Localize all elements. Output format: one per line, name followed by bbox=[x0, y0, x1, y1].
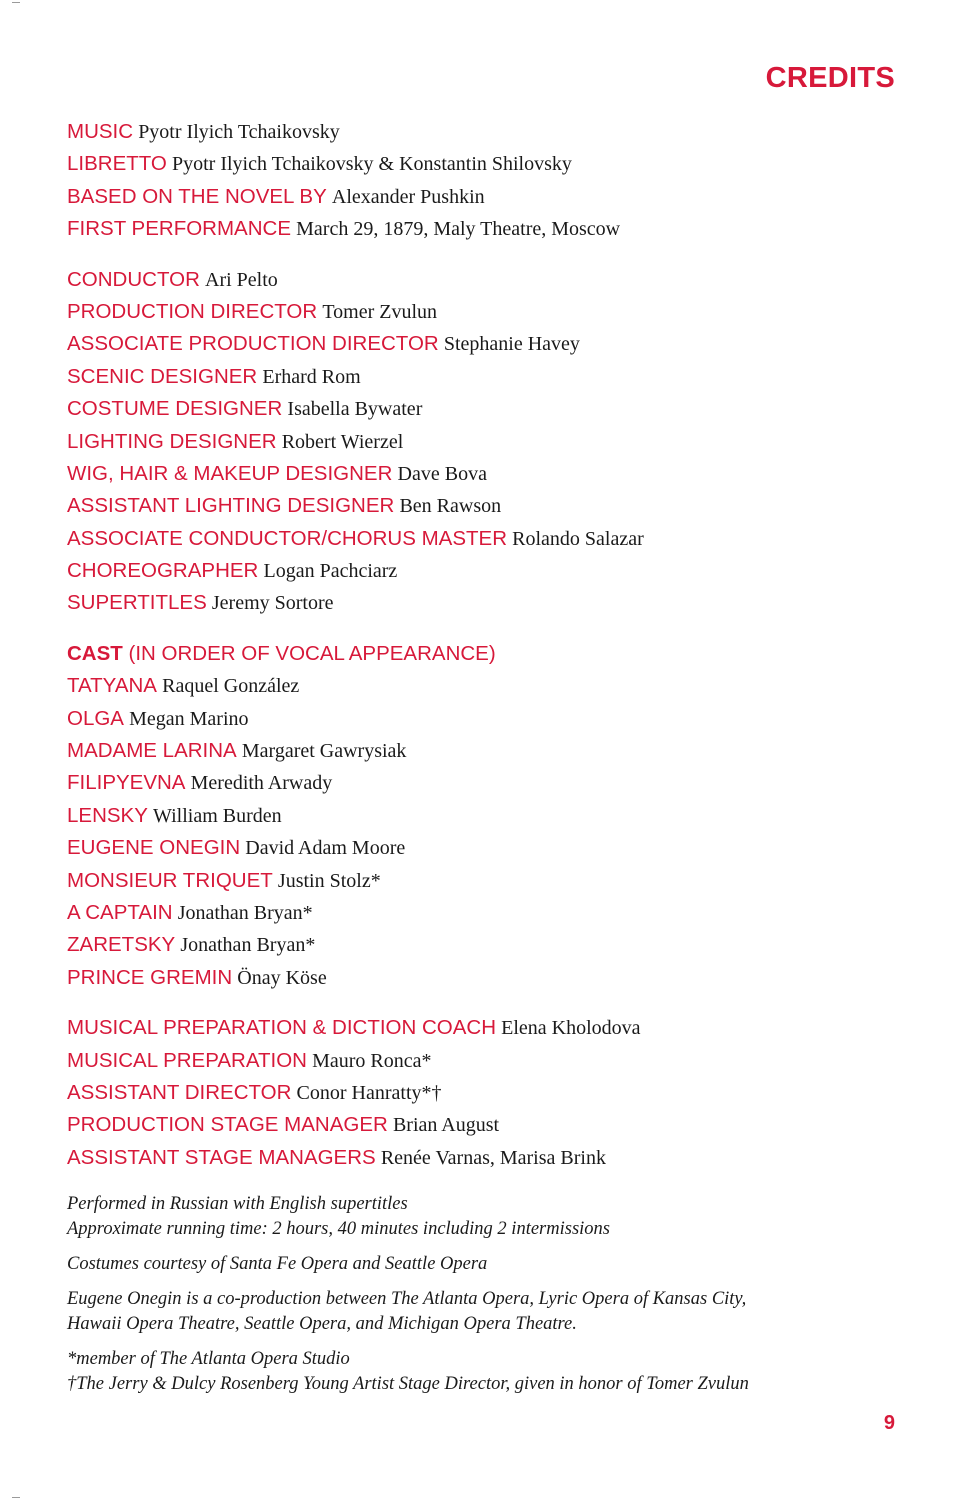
credit-row bbox=[67, 1045, 927, 1077]
note-paragraph bbox=[67, 1347, 927, 1397]
crop-mark-bottom bbox=[12, 1497, 20, 1498]
credit-row bbox=[67, 426, 927, 458]
credit-name: March 29, 1879, Maly Theatre, Moscow bbox=[296, 218, 621, 241]
note-line: *member of The Atlanta Opera Studio bbox=[67, 1349, 350, 1370]
credit-name: Conor Hanratty*† bbox=[296, 1081, 442, 1104]
credit-name: Dave Bova bbox=[397, 462, 487, 485]
note-paragraph bbox=[67, 1252, 927, 1277]
note-line: Performed in Russian with English supertitles bbox=[67, 1194, 408, 1215]
credit-name: Justin Stolz* bbox=[277, 869, 381, 892]
credit-row bbox=[67, 148, 927, 180]
credit-name: Jeremy Sortore bbox=[211, 592, 334, 615]
credit-row bbox=[67, 929, 927, 961]
credit-row bbox=[67, 1077, 927, 1109]
credit-name: Pyotr Ilyich Tchaikovsky & Konstantin Shilovsky bbox=[172, 153, 572, 176]
credit-role: PRODUCTION DIRECTOR bbox=[67, 299, 318, 323]
note-line: Hawaii Opera Theatre, Seattle Opera, and Michigan Opera Theatre. bbox=[67, 1314, 577, 1335]
credit-name: Ben Rawson bbox=[399, 495, 502, 518]
credit-role: COSTUME DESIGNER bbox=[67, 397, 283, 421]
crop-mark-top bbox=[12, 2, 20, 3]
credit-role: CONDUCTOR bbox=[67, 267, 200, 291]
credit-name: Elena Kholodova bbox=[501, 1017, 641, 1040]
credit-name: Jonathan Bryan* bbox=[177, 901, 313, 924]
credit-row bbox=[67, 523, 927, 555]
credit-row bbox=[67, 490, 927, 522]
credit-role: EUGENE ONEGIN bbox=[67, 836, 241, 860]
credit-row bbox=[67, 897, 927, 929]
credit-role: LIBRETTO bbox=[67, 152, 167, 176]
credit-row bbox=[67, 555, 927, 587]
credit-role: MUSIC bbox=[67, 120, 134, 143]
page-title: CREDITS bbox=[765, 62, 895, 94]
credit-name: Mauro Ronca* bbox=[312, 1049, 432, 1072]
credit-row bbox=[67, 1142, 927, 1174]
credit-name: David Adam Moore bbox=[245, 837, 406, 860]
credit-row bbox=[67, 962, 927, 994]
cast-subheading: (IN ORDER OF VOCAL APPEARANCE) bbox=[122, 641, 496, 665]
credit-row bbox=[67, 832, 927, 864]
credit-name: Rolando Salazar bbox=[512, 527, 644, 550]
credit-role: SUPERTITLES bbox=[67, 591, 207, 615]
credit-row bbox=[67, 116, 927, 148]
credit-name: Pyotr Ilyich Tchaikovsky bbox=[138, 121, 340, 143]
credit-role: LIGHTING DESIGNER bbox=[67, 429, 277, 453]
credit-group bbox=[67, 116, 927, 246]
note-paragraph bbox=[67, 1192, 927, 1242]
credit-name: Isabella Bywater bbox=[287, 398, 423, 421]
credit-name: Raquel González bbox=[162, 675, 300, 698]
credit-row bbox=[67, 361, 927, 393]
credit-row bbox=[67, 181, 927, 213]
credit-role: ASSISTANT STAGE MANAGERS bbox=[67, 1145, 376, 1169]
credit-role: CHOREOGRAPHER bbox=[67, 559, 259, 583]
cast-heading: CAST bbox=[67, 641, 123, 665]
credit-row bbox=[67, 458, 927, 490]
credit-row bbox=[67, 1012, 927, 1044]
credit-name: Robert Wierzel bbox=[281, 430, 404, 453]
credit-row bbox=[67, 735, 927, 767]
note-line: Eugene Onegin is a co-production between The Atlanta Opera, Lyric Opera of Kansas City, bbox=[67, 1289, 747, 1310]
credit-row bbox=[67, 1109, 927, 1141]
credit-role: PRODUCTION STAGE MANAGER bbox=[67, 1113, 388, 1137]
credit-name: Erhard Rom bbox=[262, 365, 361, 388]
credit-role: PRINCE GREMIN bbox=[67, 965, 233, 989]
credit-role: MADAME LARINA bbox=[67, 739, 237, 763]
credit-role: BASED ON THE NOVEL BY bbox=[67, 184, 327, 208]
credit-name: Alexander Pushkin bbox=[331, 185, 485, 208]
credit-row bbox=[67, 296, 927, 328]
credit-name: Meredith Arwady bbox=[190, 772, 333, 795]
credit-groups bbox=[67, 116, 927, 620]
credit-row bbox=[67, 670, 927, 702]
notes-section bbox=[67, 1192, 927, 1397]
credit-role: OLGA bbox=[67, 706, 124, 730]
credit-row bbox=[67, 767, 927, 799]
credit-role: MONSIEUR TRIQUET bbox=[67, 868, 273, 892]
credit-name: William Burden bbox=[153, 804, 282, 827]
credit-row bbox=[67, 865, 927, 897]
note-line: Approximate running time: 2 hours, 40 minutes including 2 intermissions bbox=[67, 1219, 610, 1240]
credit-role: LENSKY bbox=[67, 803, 148, 827]
credit-role: MUSICAL PREPARATION bbox=[67, 1048, 307, 1072]
credit-role: ASSISTANT DIRECTOR bbox=[67, 1080, 292, 1104]
credit-name: Tomer Zvulun bbox=[322, 300, 437, 323]
credit-name: Megan Marino bbox=[129, 707, 249, 730]
staff-section bbox=[67, 1012, 927, 1174]
credit-role: ASSISTANT LIGHTING DESIGNER bbox=[67, 494, 395, 518]
credit-role: SCENIC DESIGNER bbox=[67, 364, 258, 388]
credits-list bbox=[67, 116, 927, 1407]
credit-role: FIRST PERFORMANCE bbox=[67, 217, 291, 241]
credit-name: Margaret Gawrysiak bbox=[241, 740, 407, 763]
credit-name: Jonathan Bryan* bbox=[180, 934, 316, 957]
credit-role: WIG, HAIR & MAKEUP DESIGNER bbox=[67, 461, 393, 485]
credit-role: ZARETSKY bbox=[67, 933, 176, 957]
credit-role: A CAPTAIN bbox=[67, 900, 173, 924]
note-line: Costumes courtesy of Santa Fe Opera and Seattle Opera bbox=[67, 1254, 488, 1275]
credit-name: Stephanie Havey bbox=[443, 333, 580, 356]
note-line: †The Jerry & Dulcy Rosenberg Young Artist Stage Director, given in honor of Tomer Zvulun bbox=[67, 1374, 749, 1395]
credit-role: MUSICAL PREPARATION & DICTION COACH bbox=[67, 1016, 497, 1040]
credit-row bbox=[67, 328, 927, 360]
credit-row bbox=[67, 264, 927, 296]
credit-name: Brian August bbox=[392, 1114, 500, 1137]
credit-name: Logan Pachciarz bbox=[263, 560, 398, 583]
credit-name: Önay Köse bbox=[237, 966, 327, 989]
credit-role: FILIPYEVNA bbox=[67, 771, 186, 795]
credit-row bbox=[67, 213, 927, 245]
note-paragraph bbox=[67, 1287, 927, 1337]
credit-role: ASSOCIATE PRODUCTION DIRECTOR bbox=[67, 332, 439, 356]
credit-name: Renée Varnas, Marisa Brink bbox=[380, 1146, 606, 1169]
credit-role: ASSOCIATE CONDUCTOR/CHORUS MASTER bbox=[67, 526, 508, 550]
credit-role: TATYANA bbox=[67, 674, 157, 698]
cast-heading-line bbox=[67, 638, 927, 670]
credit-row bbox=[67, 587, 927, 619]
credit-group bbox=[67, 264, 927, 620]
credit-row bbox=[67, 703, 927, 735]
credit-name: Ari Pelto bbox=[205, 268, 278, 291]
cast-section bbox=[67, 638, 927, 994]
credit-row bbox=[67, 800, 927, 832]
page-number: 9 bbox=[883, 1412, 895, 1434]
cast-list bbox=[67, 670, 927, 994]
credit-row bbox=[67, 393, 927, 425]
